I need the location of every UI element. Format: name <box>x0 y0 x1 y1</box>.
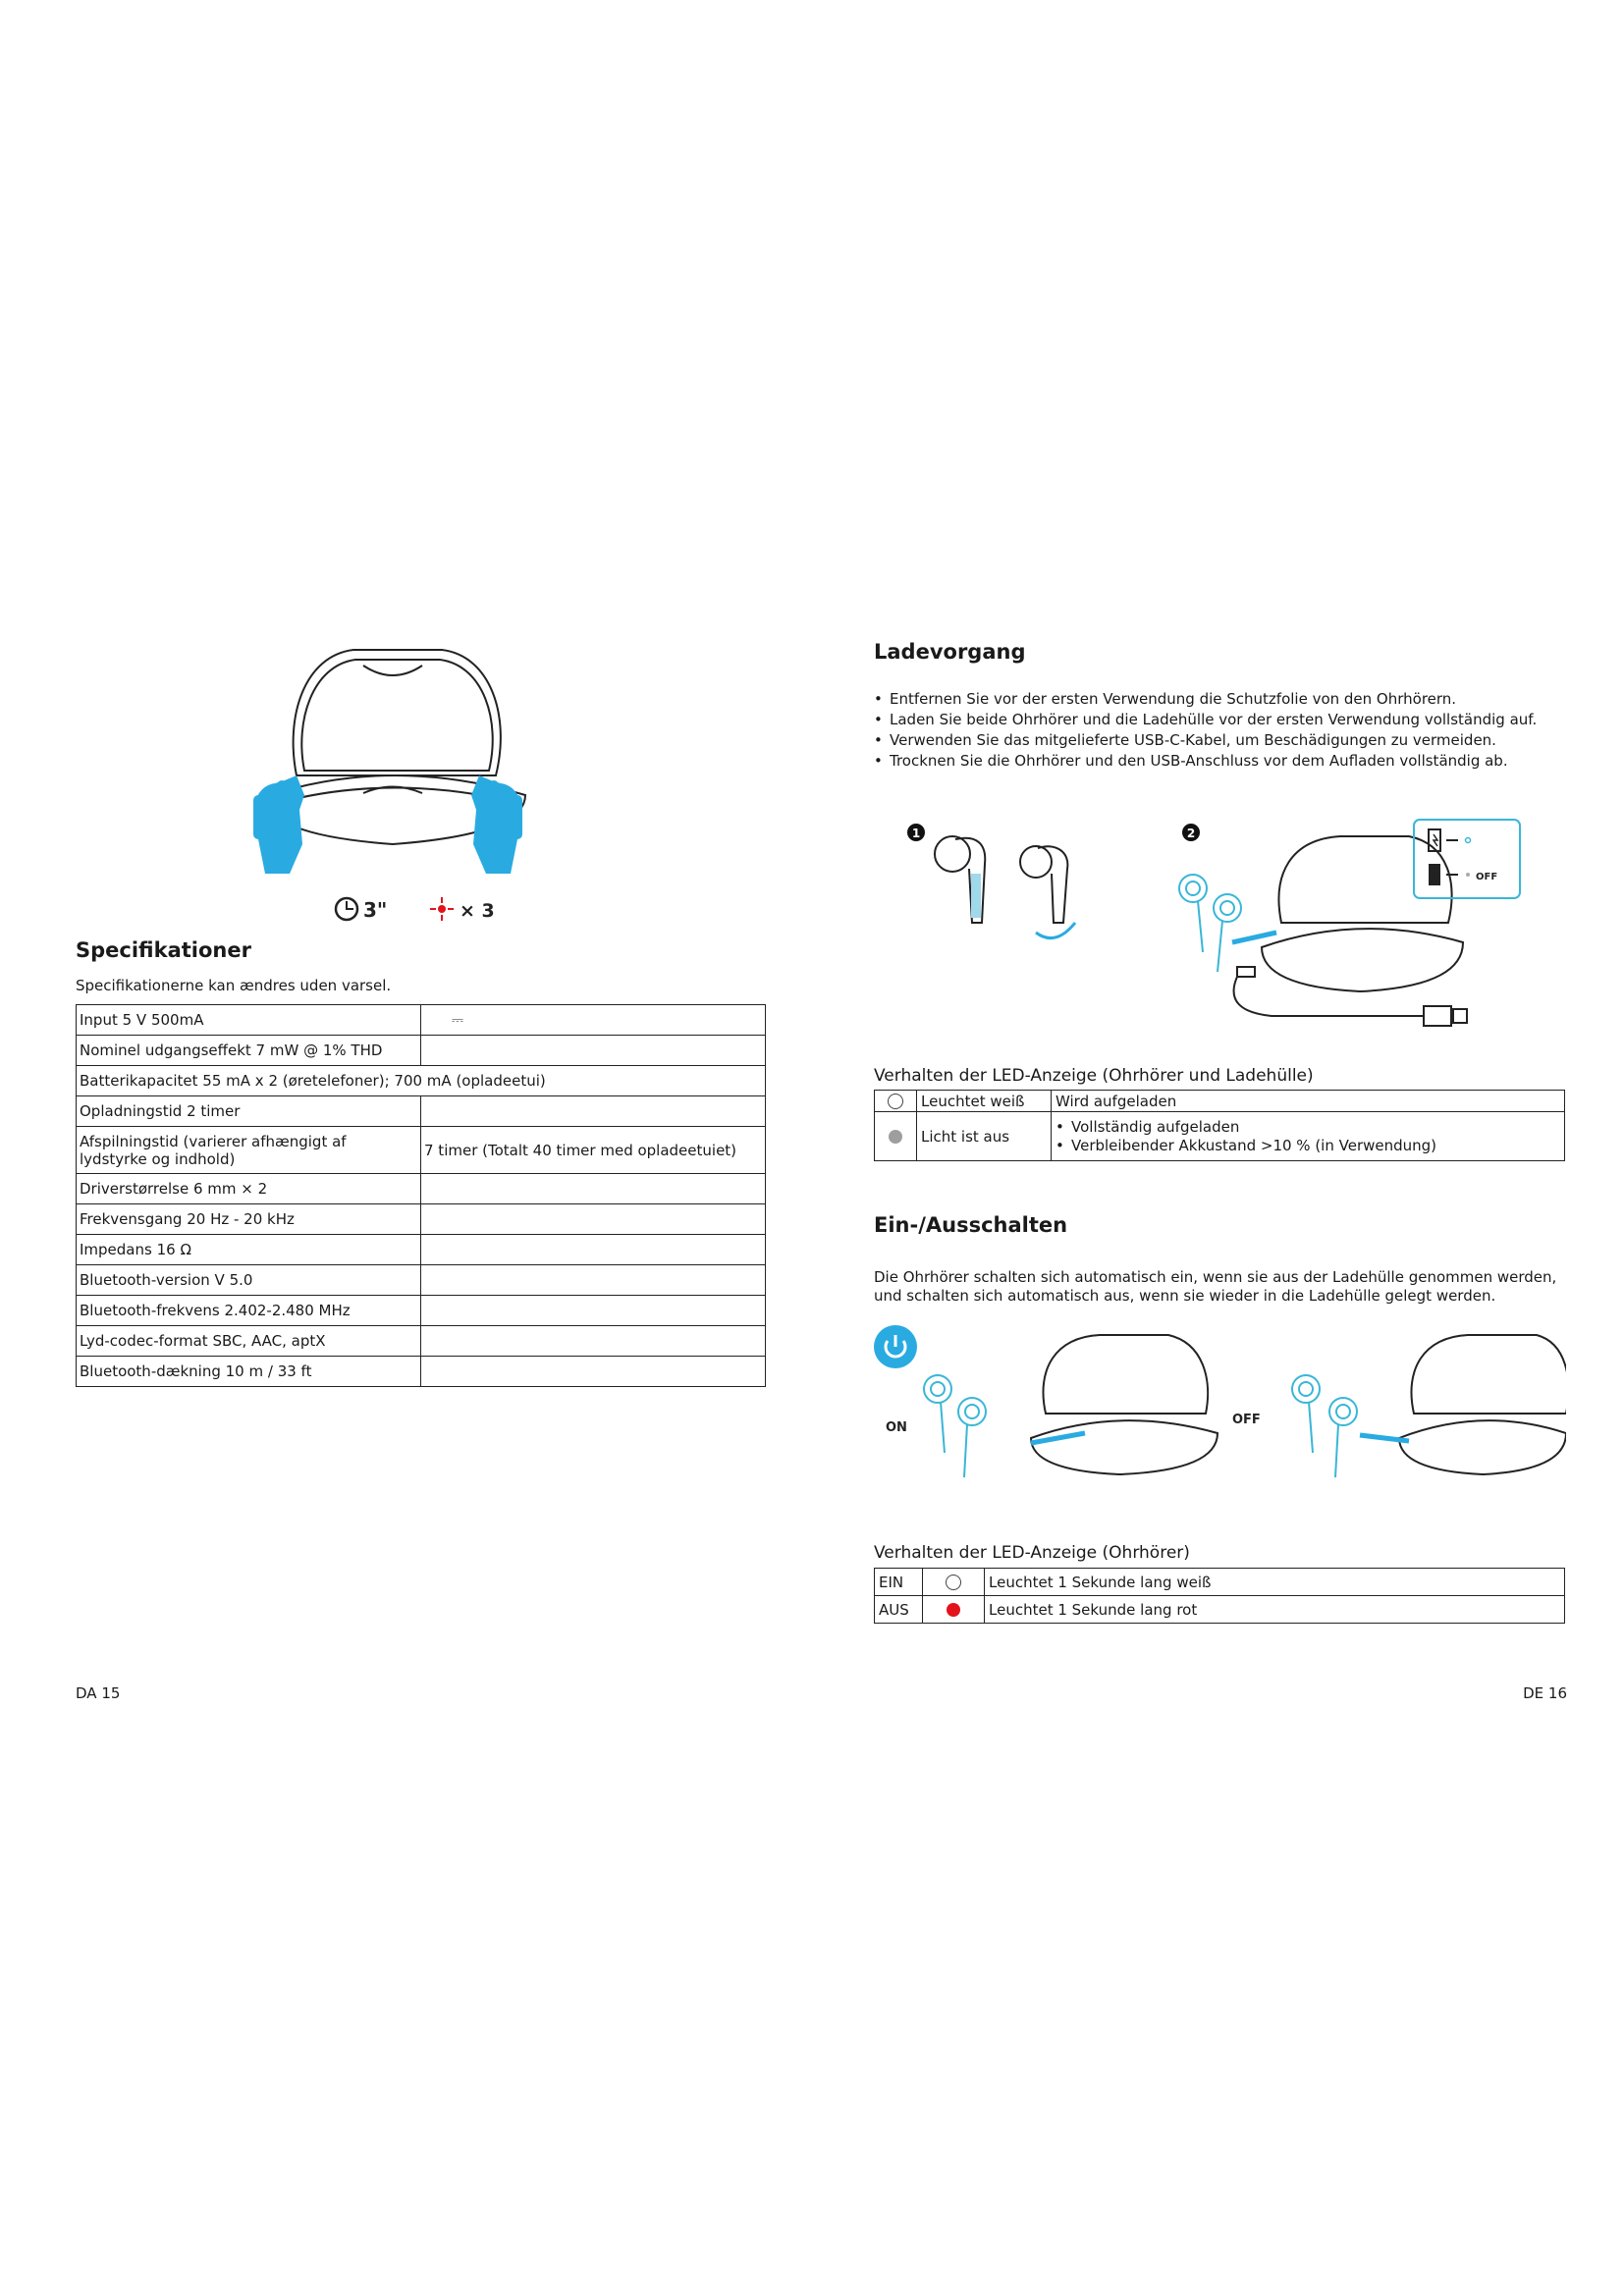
led-case-table <box>874 1090 1565 1161</box>
spec-label: Lyd-codec-format SBC, AAC, aptX <box>77 1326 421 1357</box>
svg-text:1: 1 <box>911 827 921 840</box>
off-label: OFF <box>1476 872 1498 882</box>
spec-value <box>421 1326 766 1357</box>
table-row <box>77 1036 766 1066</box>
earbud-icon <box>1020 846 1067 923</box>
page-number: DE 16 <box>1523 1684 1567 1702</box>
spec-label: Bluetooth-version V 5.0 <box>77 1265 421 1296</box>
white-led-icon <box>946 1575 961 1590</box>
charging-case-icon <box>1262 836 1463 991</box>
spec-label: Frekvensgang 20 Hz - 20 kHz <box>77 1204 421 1235</box>
led-indicator-cell <box>875 1091 917 1112</box>
led-indicator-cell <box>923 1596 985 1624</box>
insert-arrow-icon <box>1232 933 1276 942</box>
charging-case-icon <box>1031 1335 1218 1474</box>
led-earbuds-title: Verhalten der LED-Anzeige (Ohrhörer) <box>874 1543 1190 1563</box>
page-number: DA 15 <box>76 1684 121 1702</box>
list-item: • Vollständig aufgeladen <box>1056 1118 1560 1137</box>
specs-note: Specifikationerne kan ændres uden varsel. <box>76 977 392 994</box>
timer-label: 3" <box>363 898 388 922</box>
spec-label: Afspilningstid (varierer afhængigt af lydstyrke og indhold) <box>77 1127 421 1174</box>
table-row <box>77 1174 766 1204</box>
spec-label: Driverstørrelse 6 mm × 2 <box>77 1174 421 1204</box>
spec-value <box>421 1005 766 1036</box>
led-case-title: Verhalten der LED-Anzeige (Ohrhörer und Ladehülle) <box>874 1066 1314 1086</box>
led-indicator-cell <box>923 1569 985 1596</box>
earbuds-blue-icon <box>924 1375 986 1477</box>
list-item: • Verwenden Sie das mitgelieferte USB-C-Kabel, um Beschädigungen zu vermeiden. <box>874 730 1561 751</box>
led-meaning <box>1052 1112 1565 1161</box>
spec-value <box>421 1235 766 1265</box>
list-item: • Laden Sie beide Ohrhörer und die Ladehülle vor der ersten Verwendung vollständig auf. <box>874 710 1561 730</box>
spec-value <box>421 1265 766 1296</box>
specs-title: Specifikationer <box>76 938 251 962</box>
spec-value <box>421 1357 766 1387</box>
table-row <box>77 1357 766 1387</box>
table-row <box>875 1569 1565 1596</box>
spec-value <box>421 1096 766 1127</box>
red-led-icon <box>430 897 454 921</box>
battery-status-box <box>1414 820 1520 898</box>
on-label: ON <box>886 1420 907 1435</box>
list-item: • Entfernen Sie vor der ersten Verwendung die Schutzfolie von den Ohrhörern. <box>874 689 1561 710</box>
led-state: EIN <box>875 1569 923 1596</box>
table-row <box>875 1091 1565 1112</box>
earbuds-blue-icon <box>1292 1375 1357 1477</box>
specs-table <box>76 1004 766 1387</box>
table-row <box>77 1066 766 1096</box>
led-state: AUS <box>875 1596 923 1624</box>
table-row <box>875 1596 1565 1624</box>
table-row <box>77 1204 766 1235</box>
spec-label: Bluetooth-frekvens 2.402-2.480 MHz <box>77 1296 421 1326</box>
spec-label: Input 5 V 500mA <box>77 1005 421 1036</box>
hand-icon <box>253 775 304 874</box>
table-row <box>77 1127 766 1174</box>
table-row <box>77 1296 766 1326</box>
table-row <box>77 1005 766 1036</box>
spec-value: 7 timer (Totalt 40 timer med opladeetuiet) <box>421 1127 766 1174</box>
red-led-icon <box>947 1603 960 1617</box>
table-row <box>77 1265 766 1296</box>
led-behavior: Leuchtet 1 Sekunde lang rot <box>985 1596 1565 1624</box>
spec-value <box>421 1296 766 1326</box>
clock-icon <box>336 898 357 920</box>
led-status: Licht ist aus <box>917 1112 1052 1161</box>
led-behavior: Leuchtet 1 Sekunde lang weiß <box>985 1569 1565 1596</box>
white-led-icon <box>888 1094 903 1109</box>
spec-label: Nominel udgangseffekt 7 mW @ 1% THD <box>77 1036 421 1066</box>
power-title: Ein-/Ausschalten <box>874 1213 1068 1237</box>
charging-case-icon <box>1399 1335 1566 1474</box>
spec-value <box>421 1174 766 1204</box>
led-count-label: × 3 <box>460 900 495 922</box>
earbuds-blue-icon <box>1179 875 1241 972</box>
svg-text:2: 2 <box>1186 827 1196 840</box>
table-row <box>77 1096 766 1127</box>
power-icon <box>874 1325 917 1368</box>
step-1-badge <box>907 824 925 841</box>
power-illustration <box>874 1325 1566 1497</box>
battery-full-icon <box>1429 864 1470 885</box>
charging-bullets <box>874 689 1561 772</box>
insert-arrow-icon <box>1360 1435 1409 1441</box>
spec-label: Opladningstid 2 timer <box>77 1096 421 1127</box>
usb-cable-icon <box>1234 967 1467 1026</box>
led-status: Leuchtet weiß <box>917 1091 1052 1112</box>
gray-led-icon <box>889 1130 902 1144</box>
table-row <box>875 1112 1565 1161</box>
power-text <box>874 1268 1581 1306</box>
film-strip <box>971 874 981 918</box>
list-item: • Trocknen Sie die Ohrhörer und den USB-Anschluss vor dem Aufladen vollständig ab. <box>874 751 1561 772</box>
led-indicator-cell <box>875 1112 917 1161</box>
dc-symbol: ⎓ <box>452 1011 463 1029</box>
list-item: • Verbleibender Akkustand >10 % (in Verwendung) <box>1056 1137 1560 1155</box>
spec-label: Impedans 16 Ω <box>77 1235 421 1265</box>
charging-illustration <box>898 815 1537 1031</box>
table-row <box>77 1326 766 1357</box>
peel-arrow-icon <box>1036 923 1075 938</box>
hand-icon <box>471 775 522 874</box>
spec-value <box>421 1204 766 1235</box>
step-2-badge <box>1182 824 1200 841</box>
power-text-line: und schalten sich automatisch aus, wenn sie wieder in die Ladehülle gelegt werden. <box>874 1287 1496 1305</box>
led-earbuds-table <box>874 1568 1565 1624</box>
case-hands-illustration <box>245 638 540 933</box>
spec-value <box>421 1036 766 1066</box>
spec-label: Batterikapacitet 55 mA x 2 (øretelefoner); 700 mA (opladeetui) <box>77 1066 766 1096</box>
charging-title: Ladevorgang <box>874 640 1026 664</box>
led-meaning: Wird aufgeladen <box>1052 1091 1565 1112</box>
spec-label: Bluetooth-dækning 10 m / 33 ft <box>77 1357 421 1387</box>
power-text-line: Die Ohrhörer schalten sich automatisch ein, wenn sie aus der Ladehülle genommen werden, <box>874 1268 1557 1286</box>
off-label: OFF <box>1232 1413 1261 1427</box>
table-row <box>77 1235 766 1265</box>
